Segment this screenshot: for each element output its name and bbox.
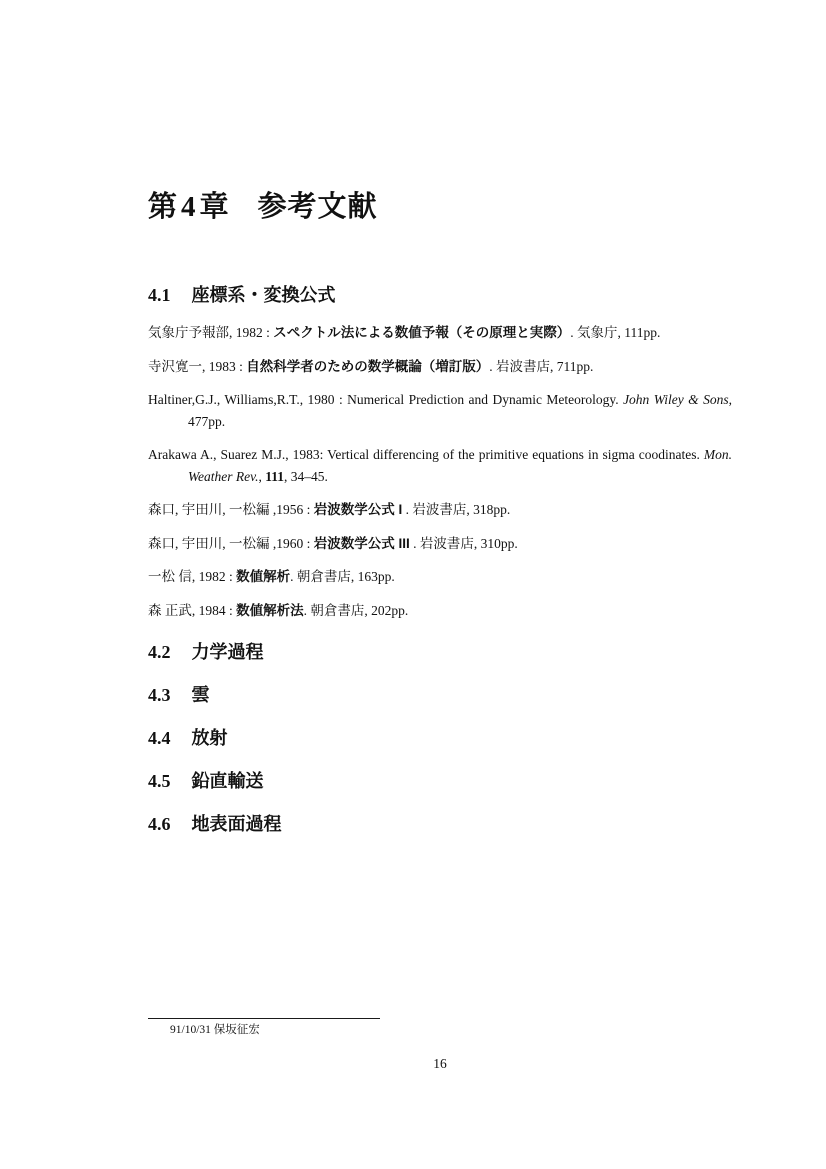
footnote-rule (148, 1018, 380, 1019)
section-heading-4.2 (148, 640, 732, 664)
reference-text-segment: Arakawa A., Suarez M.J., 1983: Vertical differencing of the primitive equations in sigma coodinates. (148, 447, 704, 462)
reference-text-segment: 111 (265, 468, 284, 484)
reference-text-segment: . 朝倉書店, 163pp. (290, 569, 395, 584)
reference-text-segment: , 34–45. (284, 468, 328, 484)
reference-item (148, 600, 732, 622)
section-heading-4.1 (148, 283, 732, 307)
section-title: 雲 (191, 685, 210, 705)
reference-text-segment: 自然科学者のための数学概論（増訂版） (246, 358, 490, 374)
section-number: 4.3 (148, 685, 171, 705)
reference-text-segment: 森口, 宇田川, 一松編 ,1960 : (148, 535, 314, 551)
reference-text-segment: . 気象庁, 111pp. (570, 325, 661, 340)
footnote-area (148, 1018, 732, 1038)
reference-item (148, 356, 732, 378)
reference-text-segment: 森 正武, 1984 : (148, 602, 237, 618)
section-number: 4.6 (148, 814, 171, 834)
footnote-text: 91/10/31 保坂征宏 (170, 1024, 260, 1036)
reference-text-segment: 数値解析法 (236, 602, 304, 618)
section-number: 4.5 (148, 771, 171, 791)
section-number: 4.2 (148, 642, 171, 662)
reference-text-segment: Mon. Weather Rev. (188, 447, 732, 484)
reference-text-segment: 岩波数学公式 III (313, 535, 410, 551)
reference-item (148, 566, 732, 588)
section-title: 力学過程 (191, 642, 264, 662)
reference-item (148, 444, 732, 487)
page-content (148, 190, 732, 851)
reference-text-segment: , 477pp. (188, 392, 732, 429)
sections-container (148, 283, 732, 836)
chapter-heading (148, 190, 732, 225)
reference-text-segment: 岩波数学公式 I (313, 502, 403, 517)
section-title: 座標系・変換公式 (191, 285, 336, 305)
reference-text-segment: 森口, 宇田川, 一松編 ,1956 : (148, 502, 314, 517)
reference-text-segment: 一松 信, 1982 : (148, 569, 237, 584)
reference-text-segment: 数値解析 (236, 569, 291, 584)
section-number: 4.4 (148, 728, 171, 748)
reference-text-segment: Haltiner,G.J., Williams,R.T., 1980 : Numerical Prediction and Dynamic Meteorology. (148, 392, 624, 407)
reference-text-segment: 寺沢寛一, 1983 : (148, 358, 247, 374)
section-title: 地表面過程 (191, 814, 282, 834)
reference-item (148, 499, 732, 521)
reference-list (148, 322, 732, 621)
section-heading-4.5 (148, 769, 732, 793)
section-heading-4.4 (148, 726, 732, 750)
reference-text-segment: . 岩波書店, 318pp. (402, 502, 511, 517)
section-title: 放射 (191, 728, 228, 748)
section-heading-4.6 (148, 812, 732, 836)
chapter-number: 4 (181, 191, 197, 223)
reference-text-segment: , (258, 468, 266, 484)
reference-item (148, 389, 732, 432)
reference-text-segment: . 岩波書店, 310pp. (409, 535, 518, 551)
page-number: 16 (433, 1056, 447, 1071)
reference-item (148, 533, 732, 555)
section-heading-4.3 (148, 683, 732, 707)
reference-text-segment: . 朝倉書店, 202pp. (303, 602, 409, 618)
reference-text-segment: John Wiley & Sons (623, 392, 729, 407)
reference-item (148, 322, 732, 344)
section-number: 4.1 (148, 285, 171, 305)
reference-text-segment: 気象庁予報部, 1982 : (148, 325, 274, 340)
reference-text-segment: . 岩波書店, 711pp. (489, 358, 594, 374)
chapter-title: 参考文献 (257, 191, 378, 223)
section-title: 鉛直輸送 (191, 771, 264, 791)
chapter-suffix: 章 (199, 191, 230, 223)
chapter-prefix: 第 (148, 191, 179, 223)
reference-text-segment: スペクトル法による数値予報（その原理と実際） (273, 325, 571, 340)
